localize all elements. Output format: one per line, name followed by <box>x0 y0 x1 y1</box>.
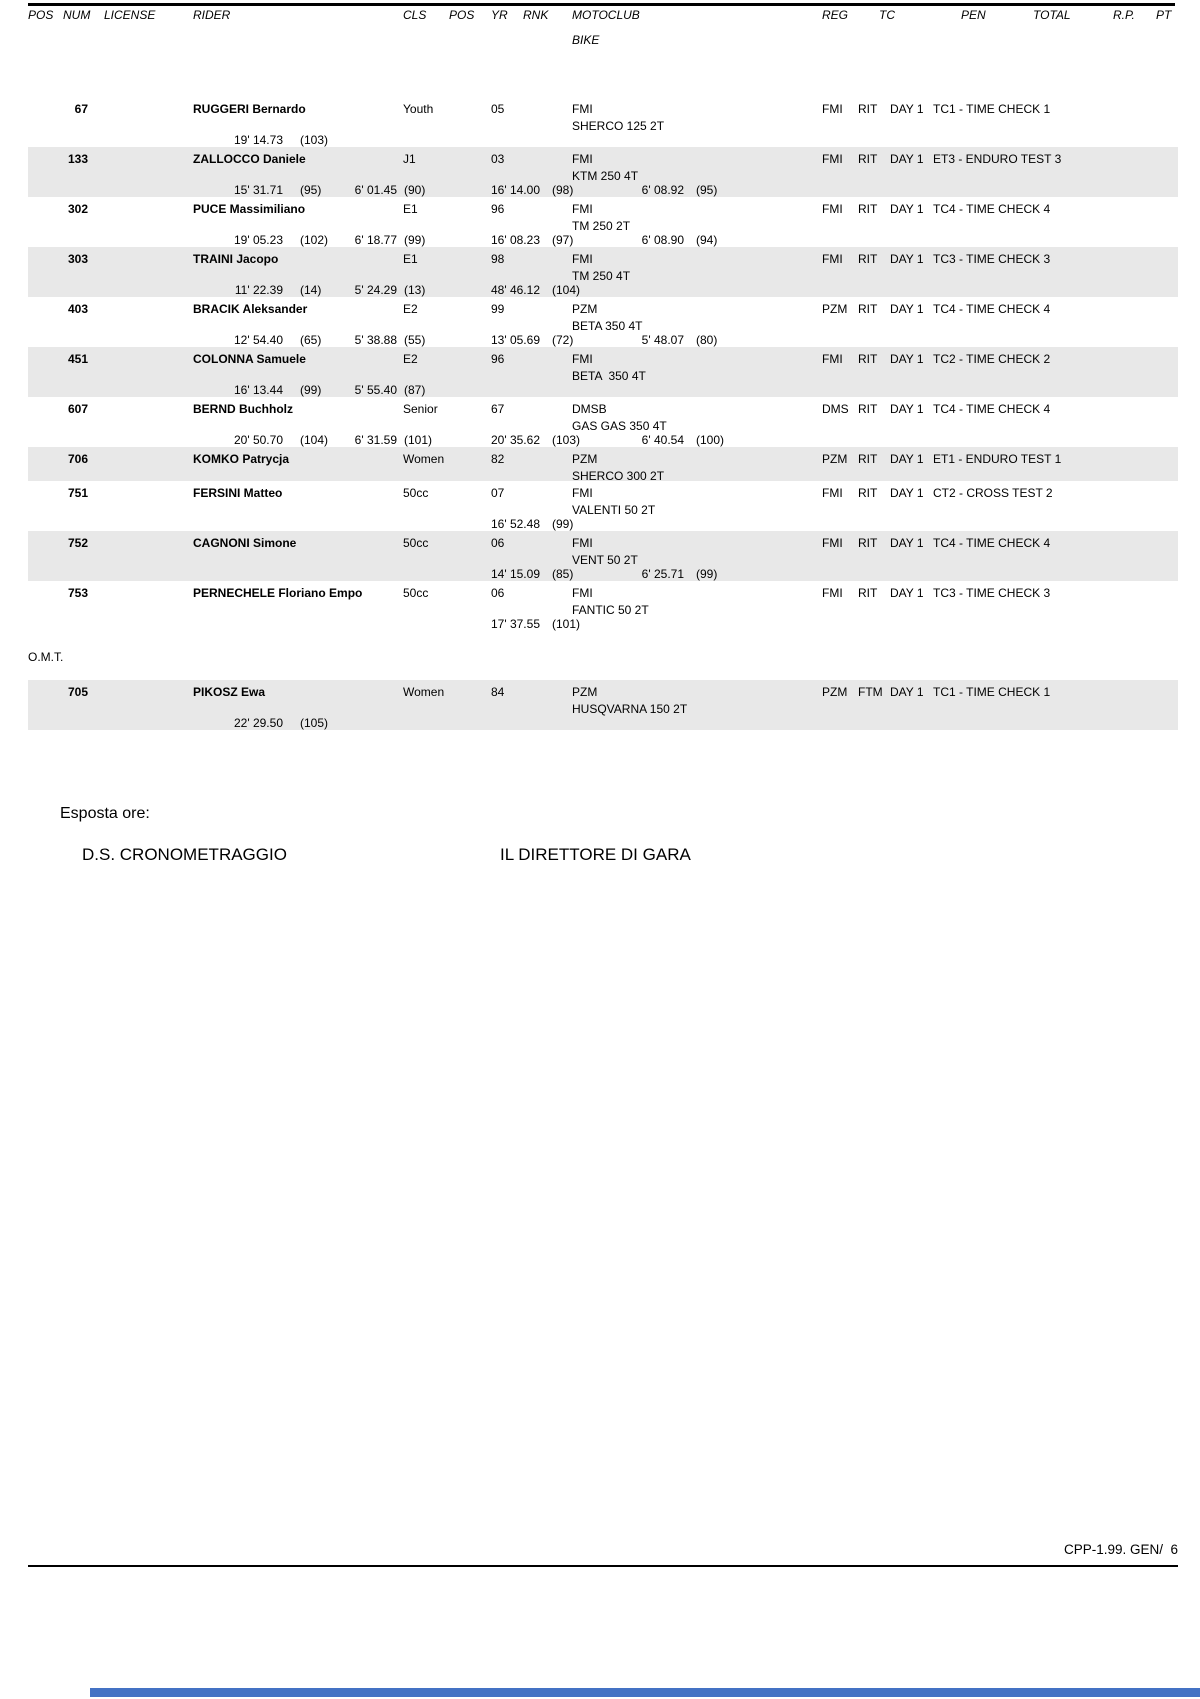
row-number: 302 <box>67 202 88 216</box>
time-value: 5' 38.88 <box>354 333 397 347</box>
checkpoint-label: ET3 - ENDURO TEST 3 <box>933 152 1062 166</box>
motoclub-value: FMI <box>572 352 593 366</box>
time-value: 16' 52.48 <box>490 517 540 531</box>
time-rank: (14) <box>300 283 322 297</box>
day-label: DAY 1 <box>890 586 924 600</box>
bike-value: VALENTI 50 2T <box>572 503 656 517</box>
tc-status: RIT <box>858 452 878 466</box>
time-value: 16' 14.00 <box>490 183 540 197</box>
time-value: 6' 08.90 <box>641 233 684 247</box>
year-value: 96 <box>491 202 505 216</box>
motoclub-value: PZM <box>572 302 598 316</box>
time-rank: (87) <box>404 383 426 397</box>
time-rank: (94) <box>696 233 718 247</box>
time-value: 6' 18.77 <box>354 233 397 247</box>
class-value: E2 <box>403 352 418 366</box>
bike-value: VENT 50 2T <box>572 553 638 567</box>
day-label: DAY 1 <box>890 685 924 699</box>
time-rank: (100) <box>696 433 725 447</box>
time-rank: (97) <box>552 233 574 247</box>
day-label: DAY 1 <box>890 202 924 216</box>
year-value: 99 <box>491 302 505 316</box>
time-value: 14' 15.09 <box>490 567 540 581</box>
checkpoint-label: CT2 - CROSS TEST 2 <box>933 486 1053 500</box>
year-value: 84 <box>491 685 505 699</box>
year-value: 82 <box>491 452 505 466</box>
time-value: 13' 05.69 <box>490 333 540 347</box>
rider-name: BERND Buchholz <box>193 402 293 416</box>
time-value: 6' 40.54 <box>641 433 684 447</box>
region-value: FMI <box>822 202 843 216</box>
result-row-67 <box>28 97 1178 147</box>
row-number: 403 <box>67 302 88 316</box>
time-rank: (55) <box>404 333 426 347</box>
col-header-license: LICENSE <box>104 8 156 22</box>
col-header-bike: BIKE <box>572 33 600 47</box>
region-value: FMI <box>822 486 843 500</box>
result-row-302 <box>28 197 1178 247</box>
time-value: 20' 50.70 <box>233 433 283 447</box>
time-rank: (102) <box>300 233 329 247</box>
time-value: 12' 54.40 <box>233 333 283 347</box>
time-value: 17' 37.55 <box>490 617 540 631</box>
motoclub-value: FMI <box>572 486 593 500</box>
time-value: 5' 55.40 <box>354 383 397 397</box>
day-label: DAY 1 <box>890 402 924 416</box>
time-value: 15' 31.71 <box>233 183 283 197</box>
time-rank: (99) <box>300 383 322 397</box>
checkpoint-label: TC4 - TIME CHECK 4 <box>933 302 1051 316</box>
bike-value: SHERCO 300 2T <box>572 469 665 483</box>
rider-name: KOMKO Patrycja <box>193 452 290 466</box>
row-number: 705 <box>67 685 88 699</box>
col-header-reg: REG <box>822 8 849 22</box>
bike-value: BETA 350 4T <box>572 369 646 383</box>
result-row-451 <box>28 347 1178 397</box>
class-value: J1 <box>403 152 416 166</box>
region-value: FMI <box>822 152 843 166</box>
rider-name: RUGGERI Bernardo <box>193 102 306 116</box>
tc-status: RIT <box>858 152 878 166</box>
motoclub-value: FMI <box>572 252 593 266</box>
checkpoint-label: TC1 - TIME CHECK 1 <box>933 685 1051 699</box>
class-value: E2 <box>403 302 418 316</box>
bottom-rule <box>28 1565 1178 1567</box>
day-label: DAY 1 <box>890 252 924 266</box>
motoclub-value: FMI <box>572 536 593 550</box>
col-header-pos2: POS <box>449 8 475 22</box>
rider-name: PIKOSZ Ewa <box>193 685 266 699</box>
col-header-tc: TC <box>879 8 895 22</box>
day-label: DAY 1 <box>890 452 924 466</box>
class-value: Women <box>403 685 445 699</box>
checkpoint-label: TC2 - TIME CHECK 2 <box>933 352 1051 366</box>
time-rank: (65) <box>300 333 322 347</box>
year-value: 05 <box>491 102 505 116</box>
rider-name: COLONNA Samuele <box>193 352 306 366</box>
motoclub-value: PZM <box>572 685 598 699</box>
checkpoint-label: ET1 - ENDURO TEST 1 <box>933 452 1062 466</box>
year-value: 98 <box>491 252 505 266</box>
checkpoint-label: TC3 - TIME CHECK 3 <box>933 252 1051 266</box>
class-value: Women <box>403 452 445 466</box>
checkpoint-label: TC4 - TIME CHECK 4 <box>933 402 1051 416</box>
row-number: 751 <box>67 486 88 500</box>
day-label: DAY 1 <box>890 152 924 166</box>
motoclub-value: FMI <box>572 586 593 600</box>
tc-status: RIT <box>858 352 878 366</box>
row-number: 451 <box>67 352 88 366</box>
year-value: 06 <box>491 536 505 550</box>
col-header-rp: R.P. <box>1113 8 1135 22</box>
result-row-403 <box>28 297 1178 347</box>
motoclub-value: FMI <box>572 152 593 166</box>
time-rank: (99) <box>552 517 574 531</box>
rider-name: PUCE Massimiliano <box>193 202 306 216</box>
rider-name: PERNECHELE Floriano Empo <box>193 586 363 600</box>
row-number: 753 <box>67 586 88 600</box>
result-row-752 <box>28 531 1178 581</box>
page-reference: CPP-1.99. GEN/ 6 <box>1063 1542 1178 1557</box>
motoclub-value: FMI <box>572 102 593 116</box>
time-rank: (99) <box>696 567 718 581</box>
tc-status: RIT <box>858 102 878 116</box>
checkpoint-label: TC4 - TIME CHECK 4 <box>933 202 1051 216</box>
time-rank: (98) <box>552 183 574 197</box>
day-label: DAY 1 <box>890 536 924 550</box>
time-value: 20' 35.62 <box>490 433 540 447</box>
bike-value: BETA 350 4T <box>572 319 643 333</box>
time-rank: (105) <box>300 716 329 730</box>
class-value: Youth <box>403 102 434 116</box>
esposta-ore-label: Esposta ore: <box>60 805 150 822</box>
time-value: 19' 05.23 <box>233 233 283 247</box>
year-value: 67 <box>491 402 505 416</box>
motoclub-value: FMI <box>572 202 593 216</box>
time-rank: (95) <box>696 183 718 197</box>
bike-value: HUSQVARNA 150 2T <box>572 702 688 716</box>
time-value: 5' 48.07 <box>641 333 684 347</box>
day-label: DAY 1 <box>890 102 924 116</box>
col-header-cls: CLS <box>403 8 427 22</box>
top-rule <box>28 3 1175 6</box>
next-page-blue-bar <box>90 1688 1200 1697</box>
time-rank: (103) <box>300 133 329 147</box>
row-number: 706 <box>67 452 88 466</box>
region-value: FMI <box>822 352 843 366</box>
time-value: 6' 25.71 <box>641 567 684 581</box>
class-value: E1 <box>403 202 418 216</box>
day-label: DAY 1 <box>890 302 924 316</box>
time-rank: (101) <box>404 433 433 447</box>
result-row-751 <box>28 481 1178 531</box>
result-row-303 <box>28 247 1178 297</box>
row-number: 607 <box>67 402 88 416</box>
class-value: 50cc <box>403 536 429 550</box>
day-label: DAY 1 <box>890 352 924 366</box>
tc-status: RIT <box>858 302 878 316</box>
region-value: PZM <box>822 685 848 699</box>
region-value: PZM <box>822 452 848 466</box>
class-value: E1 <box>403 252 418 266</box>
omt-section-label: O.M.T. <box>28 650 64 664</box>
time-rank: (101) <box>552 617 581 631</box>
year-value: 03 <box>491 152 505 166</box>
tc-status: RIT <box>858 202 878 216</box>
signature-timekeeping: D.S. CRONOMETRAGGIO <box>82 845 287 864</box>
col-header-pt: PT <box>1156 8 1172 22</box>
class-value: Senior <box>403 402 438 416</box>
col-header-pen: PEN <box>961 8 986 22</box>
row-number: 303 <box>67 252 88 266</box>
col-header-total: TOTAL <box>1033 8 1071 22</box>
time-value: 19' 14.73 <box>233 133 283 147</box>
rider-name: CAGNONI Simone <box>193 536 297 550</box>
region-value: DMS <box>822 402 849 416</box>
rider-name: FERSINI Matteo <box>193 486 283 500</box>
bike-value: TM 250 4T <box>572 269 631 283</box>
time-rank: (80) <box>696 333 718 347</box>
signature-race-director: IL DIRETTORE DI GARA <box>500 845 691 864</box>
time-rank: (104) <box>300 433 329 447</box>
time-rank: (99) <box>404 233 426 247</box>
tc-status: RIT <box>858 402 878 416</box>
tc-status: RIT <box>858 586 878 600</box>
rider-name: BRACIK Aleksander <box>193 302 308 316</box>
region-value: FMI <box>822 252 843 266</box>
tc-status: FTM <box>858 685 883 699</box>
result-row-133 <box>28 147 1178 197</box>
time-rank: (104) <box>552 283 581 297</box>
region-value: FMI <box>822 536 843 550</box>
year-value: 06 <box>491 586 505 600</box>
bike-value: KTM 250 4T <box>572 169 639 183</box>
col-header-pos: POS <box>28 8 54 22</box>
class-value: 50cc <box>403 586 429 600</box>
time-value: 11' 22.39 <box>234 283 283 297</box>
tc-status: RIT <box>858 252 878 266</box>
year-value: 96 <box>491 352 505 366</box>
result-row-607 <box>28 397 1178 447</box>
time-value: 48' 46.12 <box>490 283 540 297</box>
row-number: 133 <box>67 152 88 166</box>
time-value: 22' 29.50 <box>233 716 283 730</box>
result-row-753 <box>28 581 1178 631</box>
result-row-706 <box>28 447 1178 481</box>
time-rank: (13) <box>404 283 426 297</box>
time-value: 16' 13.44 <box>233 383 283 397</box>
class-value: 50cc <box>403 486 429 500</box>
time-value: 6' 31.59 <box>354 433 397 447</box>
time-value: 5' 24.29 <box>354 283 397 297</box>
time-rank: (103) <box>552 433 581 447</box>
checkpoint-label: TC1 - TIME CHECK 1 <box>933 102 1051 116</box>
bike-value: SHERCO 125 2T <box>572 119 665 133</box>
time-rank: (95) <box>300 183 322 197</box>
tc-status: RIT <box>858 486 878 500</box>
motoclub-value: PZM <box>572 452 598 466</box>
checkpoint-label: TC4 - TIME CHECK 4 <box>933 536 1051 550</box>
bike-value: FANTIC 50 2T <box>572 603 649 617</box>
time-value: 16' 08.23 <box>490 233 540 247</box>
col-header-motoclub: MOTOCLUB <box>572 8 640 22</box>
bike-value: TM 250 2T <box>572 219 631 233</box>
region-value: FMI <box>822 586 843 600</box>
year-value: 07 <box>491 486 505 500</box>
rider-name: ZALLOCCO Daniele <box>193 152 306 166</box>
col-header-yr: YR <box>491 8 508 22</box>
rider-name: TRAINI Jacopo <box>193 252 279 266</box>
time-rank: (85) <box>552 567 574 581</box>
time-value: 6' 08.92 <box>641 183 684 197</box>
result-row-705 <box>28 680 1178 730</box>
time-value: 6' 01.45 <box>354 183 397 197</box>
row-number: 752 <box>67 536 88 550</box>
col-header-rnk: RNK <box>523 8 549 22</box>
region-value: PZM <box>822 302 848 316</box>
motoclub-value: DMSB <box>572 402 607 416</box>
row-number: 67 <box>74 102 88 116</box>
checkpoint-label: TC3 - TIME CHECK 3 <box>933 586 1051 600</box>
tc-status: RIT <box>858 536 878 550</box>
col-header-num: NUM <box>63 8 91 22</box>
time-rank: (90) <box>404 183 426 197</box>
col-header-rider: RIDER <box>193 8 231 22</box>
time-rank: (72) <box>552 333 574 347</box>
region-value: FMI <box>822 102 843 116</box>
bike-value: GAS GAS 350 4T <box>572 419 667 433</box>
day-label: DAY 1 <box>890 486 924 500</box>
